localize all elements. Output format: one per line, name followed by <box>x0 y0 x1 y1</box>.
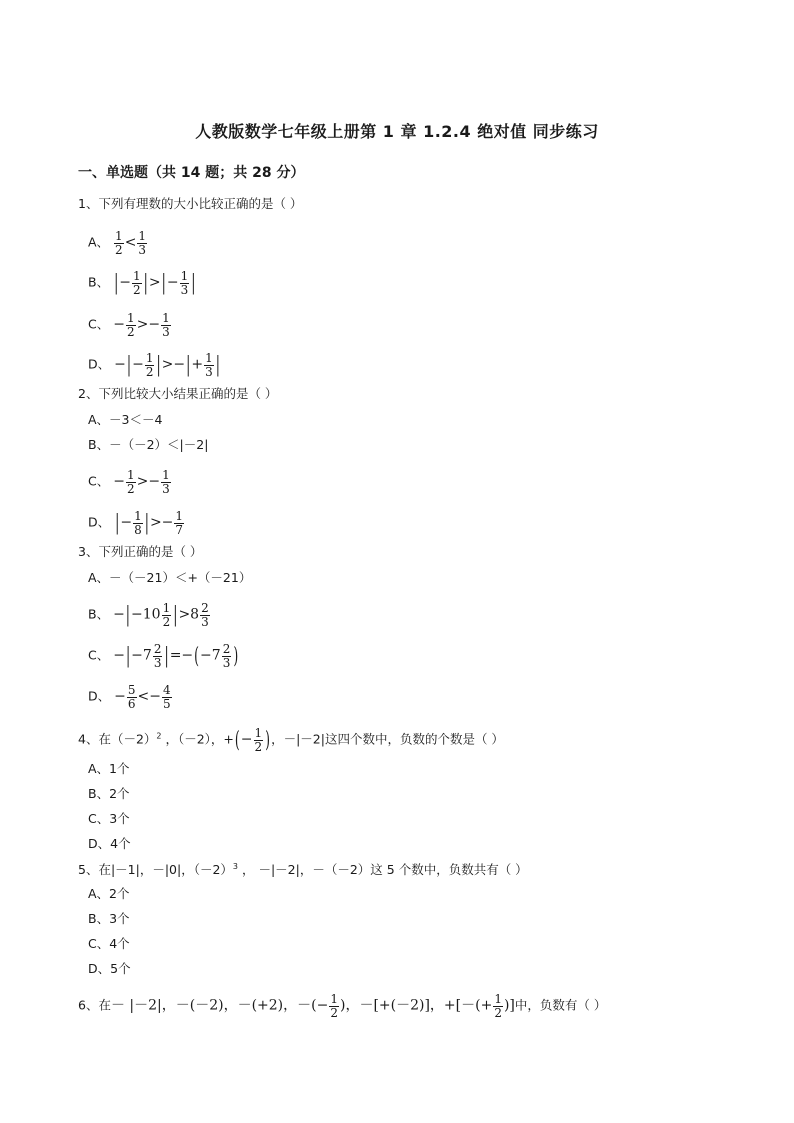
question-2-option-a: A、－3＜－4 <box>88 412 163 427</box>
section-heading: 一、单选题（共 14 题；共 28 分） <box>78 165 305 181</box>
question-5-option-b: B、3个 <box>88 911 130 926</box>
question-1-option-b: B、 |− $\frac{1}{2}$ |>|− $\frac{1}{3}$ | <box>88 268 196 297</box>
question-3-stem: 3、下列正确的是（ ） <box>78 544 203 559</box>
question-2-option-b: B、－（－2）＜|－2| <box>88 437 209 452</box>
question-2-option-c: C、 − $\frac{1}{2}$ >− $\frac{1}{3}$ <box>88 468 170 496</box>
question-3-option-c: C、 −|−7 $\frac{2}{3}$ |=−(−7 $\frac{2}{3}$ ) <box>88 640 239 670</box>
fraction: $\frac{1}{3}$ <box>138 229 147 257</box>
question-1-stem: 1、下列有理数的大小比较正确的是（ ） <box>78 196 303 211</box>
question-5-option-d: D、5个 <box>88 961 131 976</box>
question-3-option-a: A、－（－21）＜+（－21） <box>88 570 252 585</box>
question-4-option-a: A、1个 <box>88 761 130 776</box>
question-1-option-c: C、 − $\frac{1}{2}$ >− $\frac{1}{3}$ <box>88 311 170 339</box>
question-3-option-b: B、 −|−10 $\frac{1}{2}$ |>8 $\frac{2}{3}$ <box>88 600 209 629</box>
question-5-option-a: A、2个 <box>88 886 130 901</box>
question-5-option-c: C、4个 <box>88 936 130 951</box>
question-4-option-b: B、2个 <box>88 786 130 801</box>
question-4-stem: 4、在$(-2)^2$ ，（－2），+(− $\frac{1}{2}$ )，－|－2|这四个数中，负数的个数是（ ） <box>78 724 504 754</box>
question-6-stem: 6、在－ |－2|，－(－2)，－(+2)，－(− $\frac{1}{2}$ )，－[+(－2)]，+[－(+ $\frac{1}{2}$ )]中，负数有（ ） <box>78 992 607 1020</box>
question-4-option-c: C、3个 <box>88 811 130 826</box>
question-2-stem: 2、下列比较大小结果正确的是（ ） <box>78 386 278 401</box>
question-2-option-d: D、 |− $\frac{1}{8}$ |>− $\frac{1}{7}$ <box>88 508 184 537</box>
question-1-option-d: D、 −|− $\frac{1}{2}$ |>−|+ $\frac{1}{3}$ | <box>88 350 220 379</box>
page-title: 人教版数学七年级上册第 1 章 1.2.4 绝对值 同步练习 <box>195 122 599 141</box>
question-1-option-a: A、 $\frac{1}{2}$ < $\frac{1}{3}$ <box>88 229 147 257</box>
question-4-option-d: D、4个 <box>88 836 131 851</box>
question-3-option-d: D、 − $\frac{5}{6}$ <− $\frac{4}{5}$ <box>88 683 171 711</box>
question-5-stem: 5、在|－1|，－|0|，$(-2)^3$ ， －|－2|，－（－2）这 5 个数中，负数共有（ ） <box>78 862 528 878</box>
fraction: $\frac{1}{2}$ <box>115 229 123 257</box>
